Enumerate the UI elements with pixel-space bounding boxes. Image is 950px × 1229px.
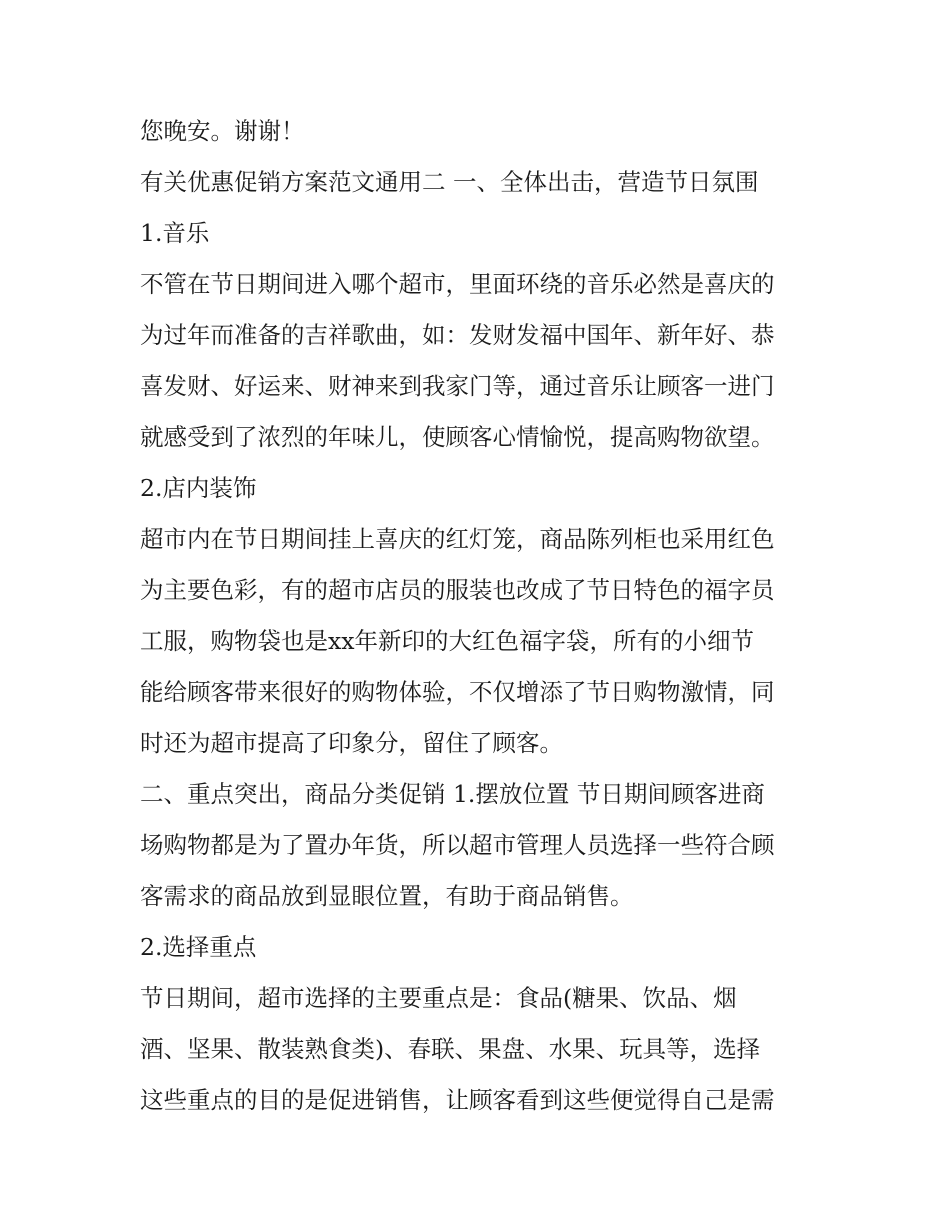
paragraph-line: 为主要色彩，有的超市店员的服装也改成了节日特色的福字员 xyxy=(140,576,775,604)
paragraph-line: 时还为超市提高了印象分，留住了顾客。 xyxy=(140,729,563,757)
paragraph-line: 二、重点突出，商品分类促销 1.摆放位置 节日期间顾客进商 xyxy=(140,780,765,808)
paragraph-line: 就感受到了浓烈的年味儿，使顾客心情愉悦，提高购物欲望。 xyxy=(140,423,775,451)
paragraph-line: 超市内在节日期间挂上喜庆的红灯笼，商品陈列柜也采用红色 xyxy=(140,525,775,553)
subheading-music: 1.音乐 xyxy=(140,219,210,247)
paragraph-line: 为过年而准备的吉祥歌曲，如：发财发福中国年、新年好、恭 xyxy=(140,321,775,349)
paragraph-line: 酒、坚果、散装熟食类)、春联、果盘、水果、玩具等，选择 xyxy=(140,1035,761,1063)
closing-line: 您晚安。谢谢！ xyxy=(140,117,305,145)
document-body xyxy=(140,106,820,1126)
paragraph-line: 场购物都是为了置办年货，所以超市管理人员选择一些符合顾 xyxy=(140,831,775,859)
subheading-decoration: 2.店内装饰 xyxy=(140,474,257,502)
paragraph-line: 工服，购物袋也是xx年新印的大红色福字袋，所有的小细节 xyxy=(140,627,755,655)
section-heading: 有关优惠促销方案范文通用二 一、全体出击，营造节日氛围 xyxy=(140,168,759,196)
paragraph-line: 能给顾客带来很好的购物体验，不仅增添了节日购物激情，同 xyxy=(140,678,775,706)
paragraph-line: 不管在节日期间进入哪个超市，里面环绕的音乐必然是喜庆的 xyxy=(140,270,775,298)
paragraph-line: 喜发财、好运来、财神来到我家门等，通过音乐让顾客一进门 xyxy=(140,372,775,400)
paragraph-line: 节日期间，超市选择的主要重点是：食品(糖果、饮品、烟 xyxy=(140,984,737,1012)
subheading-focus: 2.选择重点 xyxy=(140,933,257,961)
paragraph-line: 客需求的商品放到显眼位置，有助于商品销售。 xyxy=(140,882,634,910)
paragraph-line: 这些重点的目的是促进销售，让顾客看到这些便觉得自己是需 xyxy=(140,1086,775,1114)
